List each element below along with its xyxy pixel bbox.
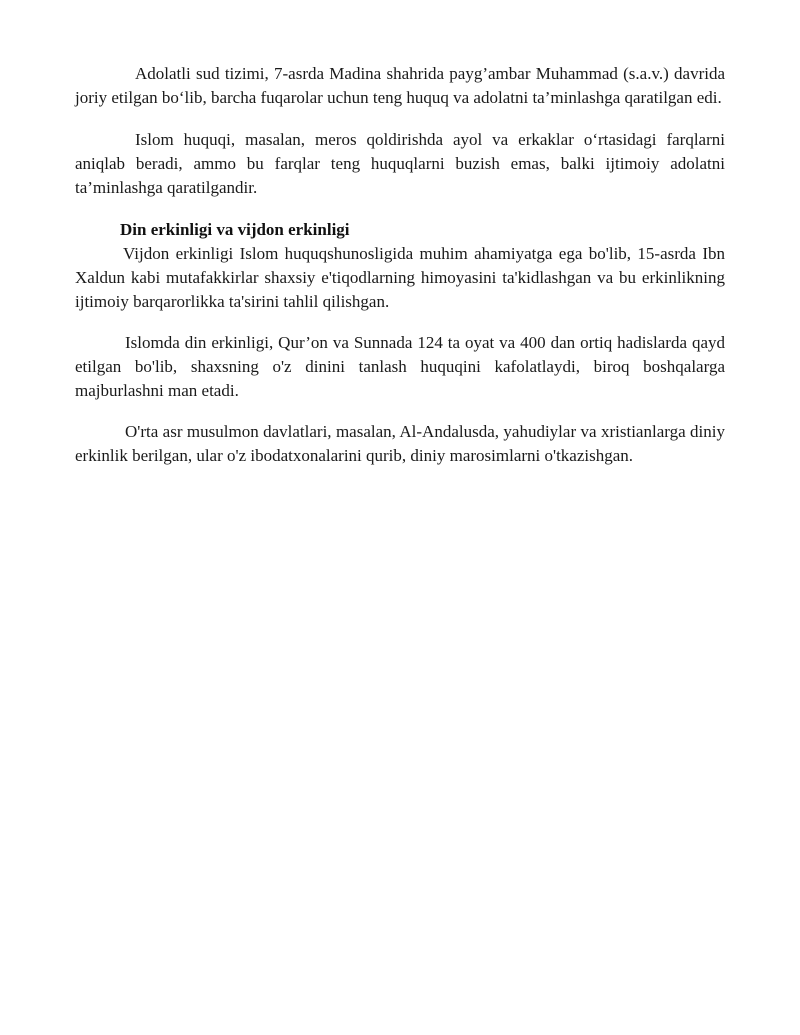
paragraph-medieval-states: O'rta asr musulmon davlatlari, masalan, Al-Andalusda, yahudiylar va xristianlarga diniy erkinlik berilgan, ular o'z ibodatxonalarini qurib, diniy marosimlarni o'tkazishgan. <box>75 422 725 465</box>
paragraph-spacer <box>75 110 725 128</box>
paragraph-islamic-law: Islom huquqi, masalan, meros qoldirishda ayol va erkaklar o‘rtasidagi farqlarni aniqlab beradi, ammo bu farqlar teng huquqlarni buzish emas, balki ijtimoiy adolatni ta’minlashga qaratilgandir. <box>75 130 725 197</box>
section-heading: Din erkinligi va vijdon erkinligi <box>120 220 350 239</box>
paragraph-religious-freedom: Islomda din erkinligi, Qur’on va Sunnada 124 ta oyat va 400 dan ortiq hadislarda qayd etilgan bo'lib, shaxsning o'z dinini tanlash huquqini kafolatlaydi, biroq boshqalarga majburlashni man etadi. <box>75 333 725 400</box>
document-page <box>75 62 725 468</box>
paragraph-spacer <box>75 403 725 420</box>
paragraph-spacer <box>75 200 725 218</box>
paragraph-fair-court: Adolatli sud tizimi, 7-asrda Madina shahrida payg’ambar Muhammad (s.a.v.) davrida joriy etilgan bo‘lib, barcha fuqarolar uchun teng huquq va adolatni ta’minlashga qaratilgan edi. <box>75 64 725 107</box>
paragraph-spacer <box>75 314 725 331</box>
paragraph-freedom-of-conscience: Vijdon erkinligi Islom huquqshunosligida muhim ahamiyatga ega bo'lib, 15-asrda Ibn Xaldun kabi mutafakkirlar shaxsiy e'tiqodlarning himoyasini ta'kidlashgan va bu erkinlikning ijtimoiy barqarorlikka ta'sirini tahlil qilishgan. <box>75 244 725 311</box>
